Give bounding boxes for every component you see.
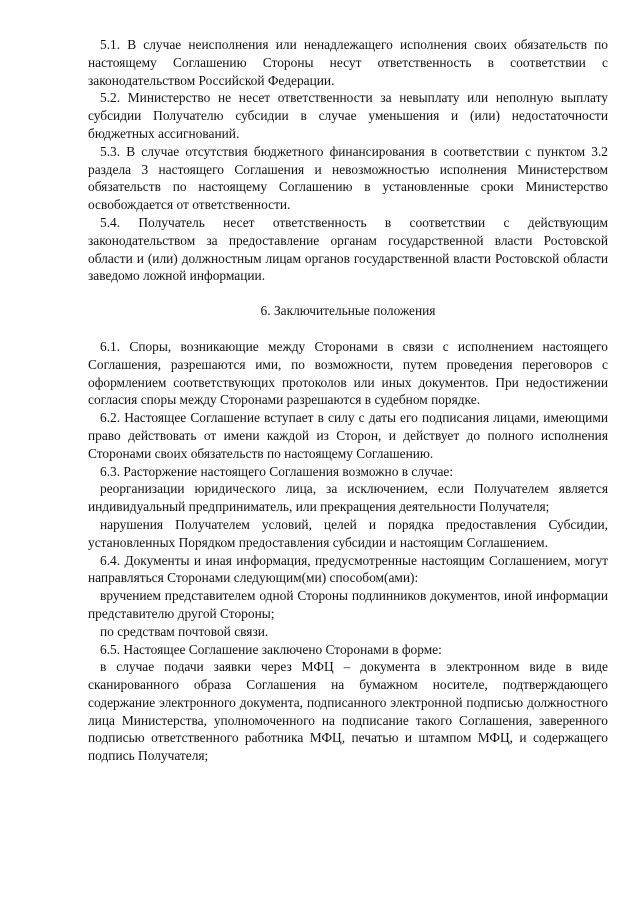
section-6-heading: 6. Заключительные положения	[260, 303, 436, 319]
paragraph-6-4-item-2: по средствам почтовой связи.	[100, 623, 269, 639]
paragraph-5-4: 5.4. Получатель несет ответственность в соответствии с действующим законодательством за предоставление органам государственной власти Ростовской области и (или) должностным лицам органов государственной власти Ростовской области заведомо ложной информации.	[88, 214, 608, 284]
paragraph-6-4: 6.4. Документы и иная информация, предусмотренные настоящим Соглашением, могут направляться Сторонами следующим(ми) способом(ами):	[88, 552, 608, 586]
paragraph-6-1: 6.1. Споры, возникающие между Сторонами в связи с исполнением настоящего Соглашения, разрешаются ими, по возможности, путем проведения переговоров с оформлением соответствующих протоколов или иных документов. При недостижении согласия споры между Сторонами разрешаются в судебном порядке.	[88, 338, 608, 408]
paragraph-5-1: 5.1. В случае неисполнения или ненадлежащего исполнения своих обязательств по настоящему Соглашению Стороны несут ответственность в соответствии с законодательством Российской Федерации.	[88, 37, 608, 88]
paragraph-5-2: 5.2. Министерство не несет ответственности за невыплату или неполную выплату субсидии Получателю субсидии в случае уменьшения и (или) недостаточности бюджетных ассигнований.	[88, 90, 608, 141]
paragraph-5-3: 5.3. В случае отсутствия бюджетного финансирования в соответствии с пунктом 3.2 раздела 3 настоящего Соглашения и невозможностью исполнения Министерством обязательств по настоящему Соглашению в установленные сроки Министерство освобождается от ответственности.	[88, 143, 608, 213]
paragraph-6-5-item-1: в случае подачи заявки через МФЦ – документа в электронном виде в виде сканированного образа Соглашения на бумажном носителе, подтверждающего содержание электронного документа, подписанного электронной подписью должностного лица Министерства, уполномоченного на подписание такого Соглашения, заверенного подписью ответственного работника МФЦ, печатью и штампом МФЦ, и содержащего подпись Получателя;	[88, 659, 608, 764]
paragraph-6-3-item-2: нарушения Получателем условий, целей и порядка предоставления Субсидии, установленных Порядком предоставления субсидии и настоящим Соглашением.	[88, 516, 608, 550]
paragraph-6-3-item-1: реорганизации юридического лица, за исключением, если Получателем является индивидуальный предприниматель, или прекращения деятельности Получателя;	[88, 481, 608, 515]
paragraph-6-5: 6.5. Настоящее Соглашение заключено Сторонами в форме:	[100, 641, 442, 657]
document-page	[88, 36, 608, 765]
paragraph-6-4-item-1: вручением представителем одной Стороны подлинников документов, иной информации представителю другой Стороны;	[88, 588, 608, 621]
paragraph-6-3: 6.3. Расторжение настоящего Соглашения возможно в случае:	[100, 463, 454, 479]
paragraph-6-2: 6.2. Настоящее Соглашение вступает в силу с даты его подписания лицами, имеющими право действовать от имени каждой из Сторон, и действует до полного исполнения Сторонами своих обязательств по настоящему Соглашению.	[88, 410, 608, 461]
